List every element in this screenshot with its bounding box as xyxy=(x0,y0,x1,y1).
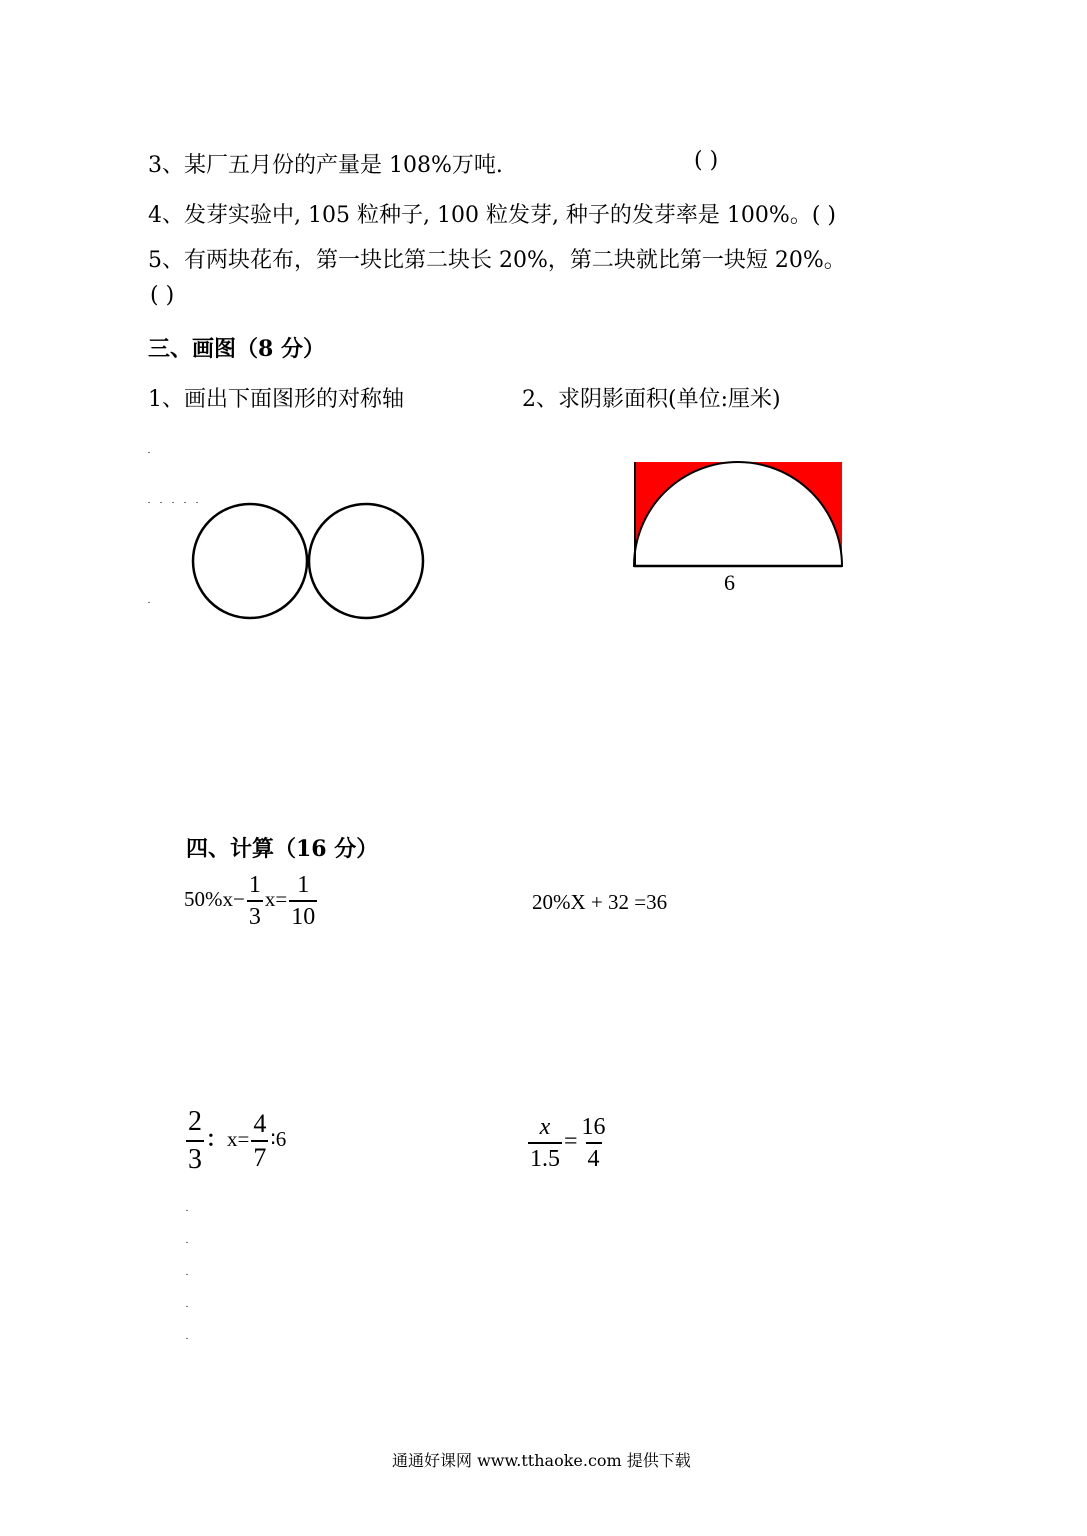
section-3-title: 三、画图（8 分） xyxy=(148,336,325,362)
eq1-f1-num: 1 xyxy=(248,872,261,898)
stray-dot xyxy=(186,1274,188,1275)
eq4-f1-den: 1.5 xyxy=(528,1142,562,1174)
two-circles-figure[interactable] xyxy=(186,498,430,626)
shaded-area-figure xyxy=(630,458,846,574)
stray-dot xyxy=(148,452,150,453)
footer-text[interactable]: 通通好课网 www.tthaoke.com 提供下载 xyxy=(392,1451,691,1470)
eq3-f2-num: 4 xyxy=(253,1109,267,1138)
stray-dot xyxy=(186,1306,188,1307)
answer-paren-3[interactable]: ( ) xyxy=(694,148,719,173)
section-4-title: 四、计算（16 分） xyxy=(186,836,379,862)
right-circle xyxy=(309,504,423,618)
base-length-label: 6 xyxy=(724,570,735,595)
section-3-item-2: 2、求阴影面积(单位:厘米) xyxy=(522,387,781,412)
equation-4 xyxy=(526,1112,610,1174)
eq4-f2-den: 4 xyxy=(586,1142,602,1174)
equation-3 xyxy=(184,1104,286,1178)
eq1-f2-den: 10 xyxy=(289,900,317,932)
eq3-f1-den: 3 xyxy=(186,1140,204,1178)
stray-dot xyxy=(186,1242,188,1243)
eq3-colon: ： xyxy=(206,1126,227,1151)
left-circle xyxy=(193,504,307,618)
stray-dot xyxy=(148,502,150,503)
equation-2: 20%X + 32 =36 xyxy=(532,890,668,914)
stray-dot xyxy=(172,502,174,503)
eq3-suffix: ∶6 xyxy=(270,1126,287,1151)
stray-dot xyxy=(186,1210,188,1211)
eq3-fraction-1 xyxy=(186,1104,204,1178)
stray-dot xyxy=(148,602,150,603)
eq4-f1-num: x xyxy=(539,1114,551,1140)
eq3-fraction-2 xyxy=(251,1108,268,1174)
eq1-f1-den: 3 xyxy=(247,900,263,932)
eq1-prefix: 50%x− xyxy=(184,886,245,911)
eq4-fraction-1 xyxy=(528,1112,562,1174)
eq4-fraction-2 xyxy=(580,1112,608,1174)
eq1-f2-num: 1 xyxy=(297,872,310,898)
eq3-f1-num: 2 xyxy=(188,1106,202,1137)
question-3: 3、某厂五月份的产量是 108%万吨. xyxy=(148,153,503,178)
eq4-equals: = xyxy=(564,1128,578,1155)
eq1-fraction-2 xyxy=(289,870,317,932)
eq4-f2-num: 16 xyxy=(581,1114,606,1140)
stray-dot xyxy=(186,1338,188,1339)
eq3-f2-den: 7 xyxy=(251,1140,268,1174)
eq1-fraction-1 xyxy=(247,870,263,932)
stray-dot xyxy=(160,502,162,503)
eq3-middle: x= xyxy=(227,1126,250,1151)
answer-paren-5[interactable]: ( ) xyxy=(150,283,175,308)
question-4: 4、发芽实验中, 105 粒种子, 100 粒发芽, 种子的发芽率是 100%。( ) xyxy=(148,203,836,228)
question-5: 5、有两块花布，第一块比第二块长 20%，第二块就比第一块短 20%。 xyxy=(148,248,846,273)
section-3-item-1: 1、画出下面图形的对称轴 xyxy=(148,387,404,412)
equation-1 xyxy=(184,870,319,932)
eq1-middle: x= xyxy=(264,886,288,911)
